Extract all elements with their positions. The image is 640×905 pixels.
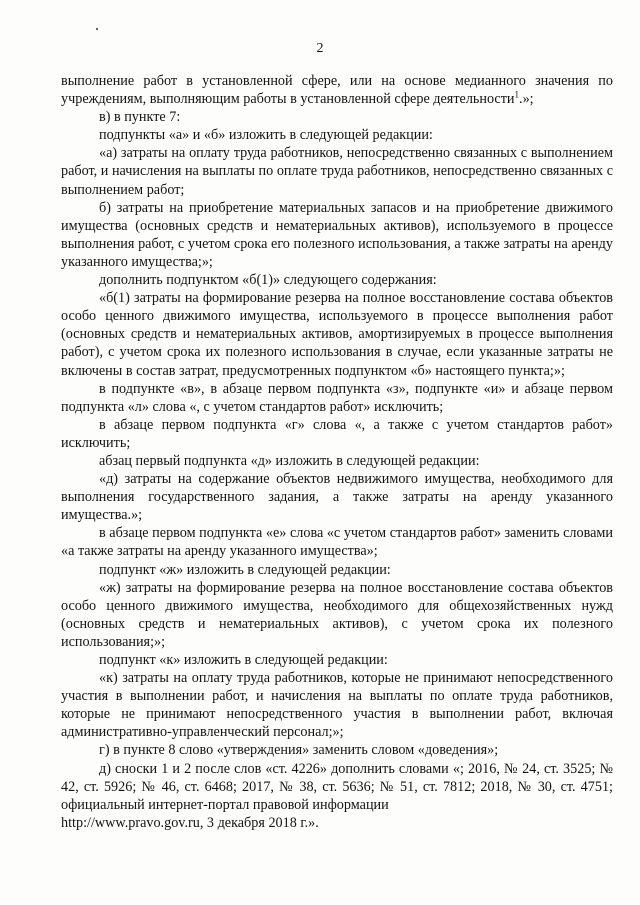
paragraph: в абзаце первом подпункта «е» слова «с учетом стандартов работ» заменить словами «а также затраты на аренду указанного имущества»; [61,525,613,560]
paragraph-item-d: д) сноски 1 и 2 после слов «ст. 4226» дополнить словами «; 2016, № 24, ст. 3525; № 42, ст. 5926; № 46, ст. 6468; 2017, № 38, ст. 5636; № 51, ст. 7812; 2018, № 30, ст. 4751; официальный интернет-портал правовой информации [61,760,613,813]
scan-speck [96,28,98,30]
footnote-marker: 1 [514,89,520,100]
paragraph: «б(1) затраты на формирование резерва на полное восстановление состава объектов особо ценного движимого имущества, используемого в процессе выполнения работ (основных средств и нематериальных активов, амортизируемых в процессе выполнения работ), с учетом срока их полезного использования в случае, если указанные затраты не включены в состав затрат, предусмотренных подпунктом «б» настоящего пункта;»; [61,290,613,379]
page-number: 2 [316,41,324,56]
paragraph: «а) затраты на оплату труда работников, непосредственно связанных с выполнением работ, и начисления на выплаты по оплате труда работников, непосредственно связанных с выполнением работ; [61,145,613,198]
paragraph-continuation [61,72,613,108]
paragraph: подпункт «ж» изложить в следующей редакции: [99,561,391,578]
paragraph: «к) затраты на оплату труда работников, которые не принимают непосредственного участия в выполнении работ, и начисления на выплаты по оплате труда работников, которые не принимают непосредственного участия в выполнении работ, включая административно-управленческий персонал;»; [61,670,613,741]
paragraph: в абзаце первом подпункта «г» слова «, а также с учетом стандартов работ» исключить; [61,416,613,451]
document-body [61,72,613,832]
paragraph-text: выполнение работ в установленной сфере, или на основе медианного значения по учреждениям, выполняющим работы в установленной сфере деятельности [61,73,613,108]
paragraph-item-v: в) в пункте 7: [99,109,181,126]
paragraph: подпункт «к» изложить в следующей редакции: [99,652,388,668]
paragraph: «д) затраты на содержание объектов недвижимого имущества, необходимого для выполнения государственного задания, а также затраты на аренду указанного имущества.»; [61,471,613,524]
paragraph-url-line: http://www.pravo.gov.ru, 3 декабря 2018 г.». [61,814,319,831]
paragraph-tail: .»; [519,91,534,108]
paragraph: дополнить подпунктом «б(1)» следующего содержания: [99,272,437,289]
paragraph: «ж) затраты на формирование резерва на полное восстановление состава объектов особо ценного движимого имущества, необходимого для общехозяйственных нужд (основных средств и нематериальных активов), с учетом срока их полезного использования;»; [61,579,613,650]
paragraph-item-g: г) в пункте 8 слово «утверждения» заменить словом «доведения»; [99,742,499,759]
paragraph: абзац первый подпункта «д» изложить в следующей редакции: [99,452,480,469]
paragraph: подпункты «а» и «б» изложить в следующей редакции: [99,127,433,144]
paragraph: в подпункте «в», в абзаце первом подпункта «з», подпункте «и» и абзаце первом подпункта «л» слова «, с учетом стандартов работ» исключить; [61,380,613,415]
paragraph: б) затраты на приобретение материальных запасов и на приобретение движимого имущества (основных средств и нематериальных активов), используемого в процессе выполнения работ, с учетом срока его полезного использования, а также затраты на аренду указанного имущества;»; [61,199,613,270]
